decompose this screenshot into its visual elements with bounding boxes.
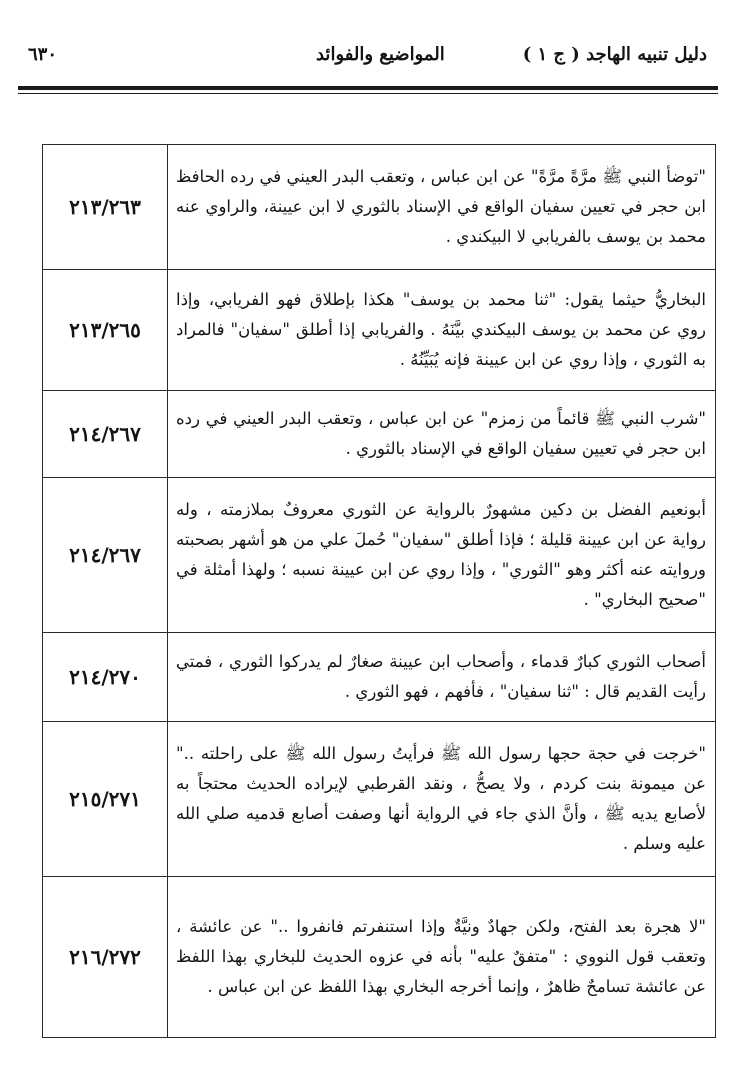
entry-text: "توضأ النبي ﷺ مرَّةً مرَّةً" عن ابن عباس ، وتعقب البدر العيني في رده الحافظ ابن حجر في تعيين سفيان الواقع في الإسناد بالثوري لا ابن عيينة، والراوي عنه محمد بن يوسف بالفريابي لا البيكندي . [168, 145, 716, 270]
table-row [43, 877, 716, 1038]
entry-text: "لا هجرة بعد الفتح، ولكن جهادٌ ونيَّةٌ وإذا استنفرتم فانفروا .." عن عائشة ، وتعقب قول النووي : "متفقٌ عليه" بأنه في عزوه الحديث للبخاري بهذا اللفظ عن عائشة تسامحٌ ظاهرٌ ، وإنما أخرجه البخاري بهذا اللفظ عن ابن عباس . [168, 877, 716, 1038]
page-header [20, 38, 715, 78]
entry-text: "خرجت في حجة حجها رسول الله ﷺ فرأيتُ رسول الله ﷺ على راحلته .." عن ميمونة بنت كردم ، ولا يصحُّ ، ونقد القرطبي لإيراده الحديث محتجاً به لأصابع يديه ﷺ ، وأنَّ الذي جاء في الرواية أنها وصفت أصابع قدميه صلي الله عليه وسلم . [168, 722, 716, 877]
header-rule-thin [18, 93, 718, 94]
entry-text: البخاريُّ حيثما يقول: "ثنا محمد بن يوسف" هكذا بإطلاق فهو الفريابي، وإذا روي عن محمد بن يوسف البيكندي بيَّنَهُ . والفريابي إذا أطلق "سفيان" فالمراد به الثوري ، وإذا روي عن ابن عيينة فإنه يُبَيِّنُهُ . [168, 270, 716, 391]
entry-reference: ٢١٦/٢٧٢ [43, 877, 168, 1038]
entry-text: "شرب النبي ﷺ قائماً من زمزم" عن ابن عباس ، وتعقب البدر العيني في رده ابن حجر في تعيين سفيان الواقع في الإسناد بالثوري . [168, 391, 716, 478]
table-row [43, 391, 716, 478]
entry-reference: ٢١٣/٢٦٥ [43, 270, 168, 391]
entry-text: أبونعيم الفضل بن دكين مشهورٌ بالرواية عن الثوري معروفٌ بملازمته ، وله رواية عن ابن عيينة قليلة ؛ فإذا أطلق "سفيان" حُملَ علي من هو أشهر بصحبته وروايته عنه أكثر وهو "الثوري" ، وإذا روي عن ابن عيينة نسبه ؛ ولهذا أمثلة في "صحيح البخاري" . [168, 478, 716, 633]
table-row [43, 633, 716, 722]
table-row [43, 145, 716, 270]
entry-reference: ٢١٤/٢٦٧ [43, 478, 168, 633]
entry-reference: ٢١٤/٢٦٧ [43, 391, 168, 478]
entry-reference: ٢١٣/٢٦٣ [43, 145, 168, 270]
entry-reference: ٢١٥/٢٧١ [43, 722, 168, 877]
table-row [43, 478, 716, 633]
header-rule-thick [18, 86, 718, 90]
entry-reference: ٢١٤/٢٧٠ [43, 633, 168, 722]
index-table [42, 144, 716, 1038]
page-number: ٦٣٠ [28, 44, 58, 65]
table-row [43, 270, 716, 391]
running-book-title: دليل تنبيه الهاجد ( ج ١ ) [522, 44, 707, 65]
entry-text: أصحاب الثوري كبارٌ قدماء ، وأصحاب ابن عيينة صغارٌ لم يدركوا الثوري ، فمتي رأيت القديم قال : "ثنا سفيان" ، فأفهم ، فهو الثوري . [168, 633, 716, 722]
table-row [43, 722, 716, 877]
running-section-title: المواضيع والفوائد [315, 44, 445, 65]
